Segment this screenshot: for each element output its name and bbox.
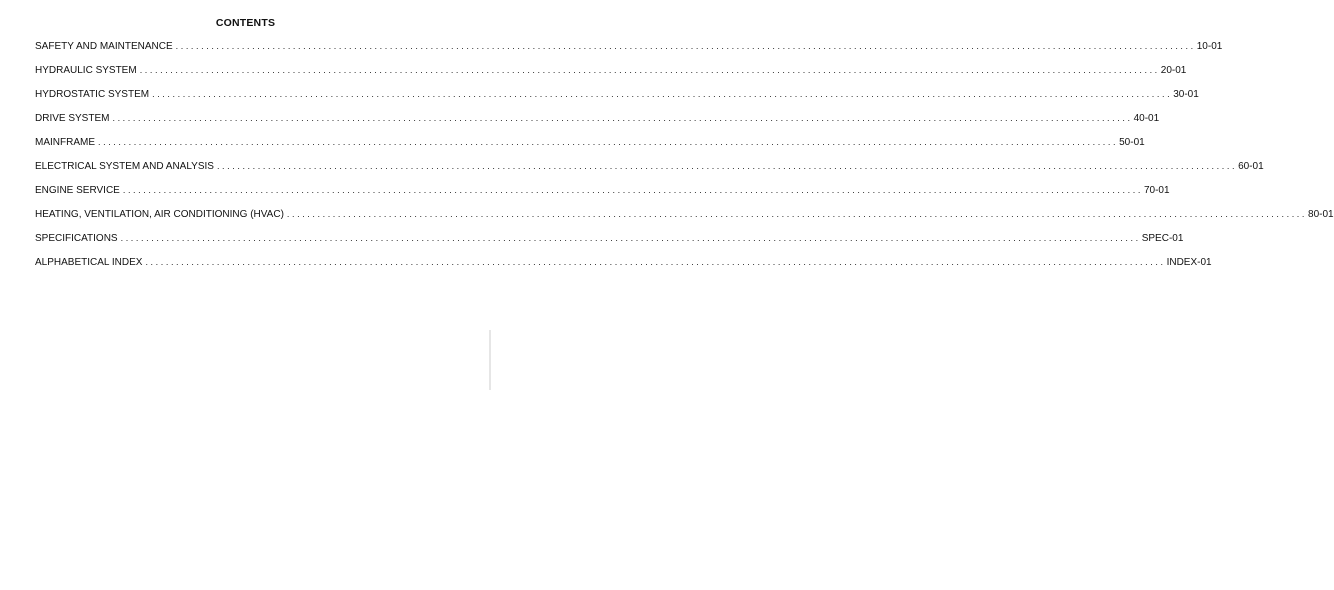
toc-entry-label: SAFETY AND MAINTENANCE bbox=[35, 41, 173, 52]
toc-entry-page: 70-01 bbox=[1143, 185, 1170, 196]
page-title: CONTENTS bbox=[215, 17, 276, 29]
toc-entry-engine-service[interactable] bbox=[35, 185, 1170, 209]
dot-leader: ........................................................................................................................................................................................................ bbox=[216, 161, 1238, 171]
toc-entry-electrical-system-and-analysis[interactable] bbox=[35, 161, 1264, 185]
toc-entry-label: ENGINE SERVICE bbox=[35, 185, 120, 196]
toc-entry-mainframe[interactable] bbox=[35, 137, 1145, 161]
toc-entry-page: 30-01 bbox=[1173, 89, 1199, 100]
toc-entry-label: HYDRAULIC SYSTEM bbox=[35, 65, 137, 76]
toc-entry-page: 40-01 bbox=[1133, 113, 1160, 124]
dot-leader: ........................................................................................................................................................................................................ bbox=[175, 41, 1196, 51]
toc-entry-page: 10-01 bbox=[1196, 41, 1223, 52]
dot-leader: ........................................................................................................................................................................................................ bbox=[286, 209, 1308, 219]
toc-entry-page: 50-01 bbox=[1119, 137, 1145, 148]
toc-entry-drive-system[interactable] bbox=[35, 113, 1160, 137]
toc-entry-page: 60-01 bbox=[1238, 161, 1264, 172]
toc-entry-label: DRIVE SYSTEM bbox=[35, 113, 110, 124]
toc-entry-label: HEATING, VENTILATION, AIR CONDITIONING (HVAC) bbox=[35, 209, 284, 220]
dot-leader: ........................................................................................................................................................................................................ bbox=[112, 113, 1133, 123]
dot-leader: ........................................................................................................................................................................................................ bbox=[122, 185, 1143, 195]
toc-entry-page: 20-01 bbox=[1160, 65, 1187, 76]
toc-entry-hvac[interactable] bbox=[35, 209, 1334, 233]
table-of-contents bbox=[35, 41, 1334, 281]
toc-entry-hydraulic-system[interactable] bbox=[35, 65, 1187, 89]
dot-leader: ........................................................................................................................................................................................................ bbox=[120, 233, 1141, 243]
toc-entry-safety-and-maintenance[interactable] bbox=[35, 41, 1223, 65]
toc-entry-alphabetical-index[interactable] bbox=[35, 257, 1212, 281]
dot-leader: ........................................................................................................................................................................................................ bbox=[145, 257, 1166, 267]
toc-entry-label: MAINFRAME bbox=[35, 137, 95, 148]
dot-leader: ........................................................................................................................................................................................................ bbox=[152, 89, 1173, 99]
toc-entry-page: INDEX-01 bbox=[1166, 257, 1212, 268]
toc-entry-label: SPECIFICATIONS bbox=[35, 233, 118, 244]
scan-edge-mark bbox=[489, 330, 491, 390]
toc-entry-label: HYDROSTATIC SYSTEM bbox=[35, 89, 150, 100]
toc-entry-page: SPEC-01 bbox=[1141, 233, 1184, 244]
toc-entry-specifications[interactable] bbox=[35, 233, 1184, 257]
dot-leader: ........................................................................................................................................................................................................ bbox=[139, 65, 1160, 75]
toc-entry-hydrostatic-system[interactable] bbox=[35, 89, 1199, 113]
toc-entry-page: 80-01 bbox=[1308, 209, 1334, 220]
toc-entry-label: ALPHABETICAL INDEX bbox=[35, 257, 143, 268]
dot-leader: ........................................................................................................................................................................................................ bbox=[98, 137, 1119, 147]
toc-entry-label: ELECTRICAL SYSTEM AND ANALYSIS bbox=[35, 161, 214, 172]
